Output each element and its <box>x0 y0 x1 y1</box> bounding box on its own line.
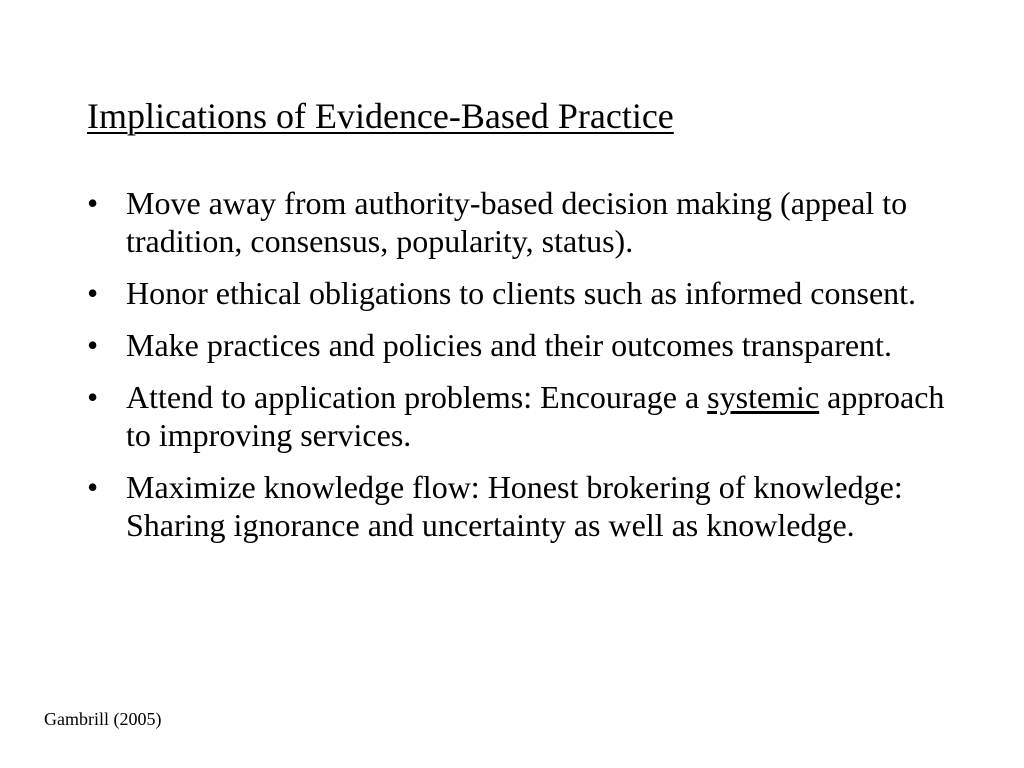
bullet-item <box>87 326 947 364</box>
bullet-text-after: approach to improving services. <box>126 379 945 453</box>
bullet-text <box>126 379 944 453</box>
bullet-icon: • <box>87 379 99 415</box>
bullet-list <box>87 184 947 558</box>
bullet-text: Honor ethical obligations to clients such as informed consent. <box>126 275 917 311</box>
bullet-text: Maximize knowledge flow: Honest brokering of knowledge: Sharing ignorance and uncertainty as well as knowledge. <box>126 469 903 543</box>
bullet-item <box>87 184 947 260</box>
bullet-text: Make practices and policies and their outcomes transparent. <box>126 327 892 363</box>
bullet-text-before: Attend to application problems: Encourage a <box>126 379 708 415</box>
bullet-icon: • <box>87 275 99 311</box>
bullet-text: Move away from authority-based decision making (appeal to tradition, consensus, popularity, status). <box>126 185 908 259</box>
bullet-icon: • <box>87 185 99 221</box>
underlined-term: systemic <box>707 379 820 415</box>
bullet-item <box>87 468 947 544</box>
bullet-icon: • <box>87 469 99 505</box>
bullet-item <box>87 274 947 312</box>
bullet-item <box>87 378 947 454</box>
citation: Gambrill (2005) <box>44 709 162 729</box>
bullet-icon: • <box>87 327 99 363</box>
slide-title: Implications of Evidence-Based Practice <box>87 96 674 136</box>
